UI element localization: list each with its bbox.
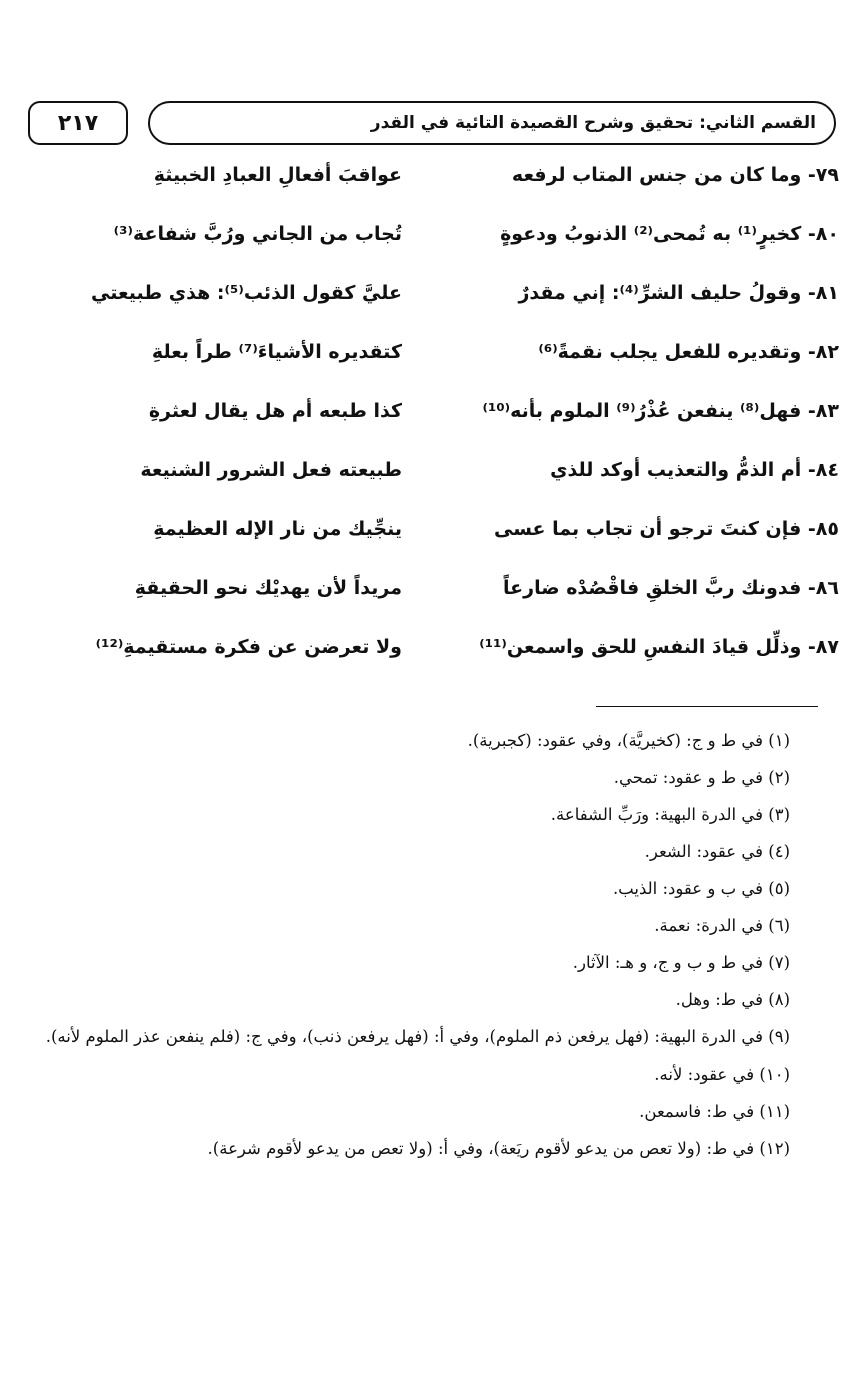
footnote: (٨) في ط: وهل.	[675, 990, 790, 1009]
verse-first-hemistich: ٨٠- كخيرٍ⁽¹⁾ به تُمحى⁽²⁾ الذنوبُ ودعوةٍ	[500, 223, 839, 245]
verse-row	[0, 268, 867, 318]
verse-first-hemistich: ٨٦- فدونك ربَّ الخلقِ فاقْصُدْه ضارعاً	[503, 577, 839, 599]
verse-row	[0, 150, 867, 200]
footnote: (٥) في ب و عقود: الذيب.	[612, 879, 790, 898]
verse-second-hemistich: طبيعته فعل الشرور الشنيعة	[140, 459, 402, 481]
verse-second-hemistich: تُجاب من الجاني ورُبَّ شفاعة⁽³⁾	[113, 223, 402, 245]
verse-row	[0, 445, 867, 495]
verse-second-hemistich: كذا طبعه أم هل يقال لعثرةِ	[148, 400, 402, 422]
page-header	[28, 101, 836, 147]
verse-row	[0, 622, 867, 672]
verse-row	[0, 386, 867, 436]
verse-first-hemistich: ٨٢- وتقديره للفعل يجلب نقمةً⁽⁶⁾	[538, 341, 839, 363]
verse-first-hemistich: ٨٧- وذلِّل قيادَ النفسِ للحق واسمعن⁽¹¹⁾	[479, 636, 839, 658]
footnote: (١٠) في عقود: لأنه.	[654, 1065, 790, 1084]
verse-row	[0, 563, 867, 613]
verse-second-hemistich: ولا تعرضن عن فكرة مستقيمةِ⁽¹²⁾	[95, 636, 402, 658]
running-title: القسم الثاني: تحقيق وشرح القصيدة التائية في القدر	[148, 101, 836, 145]
footnotes	[40, 722, 820, 1167]
footnote: (٩) في الدرة البهية: (فهل يرفعن ذم الملوم)، وفي أ: (فهل يرفعن ذنب)، وفي ج: (فلم ينفعن عذر الملوم لأنه).	[45, 1027, 790, 1046]
verse-first-hemistich: ٨٣- فهل⁽⁸⁾ ينفعن عُذْرُ⁽⁹⁾ الملوم بأنه⁽¹⁰⁾	[482, 400, 839, 422]
footnote: (٢) في ط و عقود: تمحي.	[613, 768, 790, 787]
footnote-divider	[596, 706, 818, 707]
verse-second-hemistich: عواقبَ أفعالِ العبادِ الخبيثةِ	[153, 164, 402, 186]
verse-first-hemistich: ٨١- وقولُ حليف الشرِّ⁽⁴⁾: إني مقدرٌ	[518, 282, 839, 304]
footnote: (٦) في الدرة: نعمة.	[654, 916, 790, 935]
verse-first-hemistich: ٧٩- وما كان من جنس المتاب لرفعه	[511, 164, 839, 186]
verse-first-hemistich: ٨٥- فإن كنتَ ترجو أن تجاب بما عسى	[494, 518, 839, 540]
verse-row	[0, 504, 867, 554]
footnote: (١١) في ط: فاسمعن.	[639, 1102, 790, 1121]
footnote: (١) في ط و ج: (كخيريَّة)، وفي عقود: (كجبرية).	[467, 731, 790, 750]
verse-row	[0, 209, 867, 259]
verse-second-hemistich: ينجِّيك من نار الإله العظيمةِ	[153, 518, 402, 540]
verse-first-hemistich: ٨٤- أم الذمُّ والتعذيب أوكد للذي	[550, 459, 839, 481]
page-number: ٢١٧	[28, 101, 128, 145]
footnote: (٧) في ط و ب و ج، و هـ: الآثار.	[572, 953, 790, 972]
footnote: (٣) في الدرة البهية: ورَبِّ الشفاعة.	[550, 805, 790, 824]
verse-second-hemistich: كتقديره الأشياءَ⁽⁷⁾ طراً بعلةِ	[151, 341, 402, 363]
footnote: (٤) في عقود: الشعر.	[644, 842, 790, 861]
verse-row	[0, 327, 867, 377]
verse-second-hemistich: مريداً لأن يهديْك نحو الحقيقةِ	[134, 577, 402, 599]
verse-second-hemistich: عليَّ كقول الذئب⁽⁵⁾: هذي طبيعتي	[91, 282, 402, 304]
footnote: (١٢) في ط: (ولا تعص من يدعو لأقوم ريَعة)، وفي أ: (ولا تعص من يدعو لأقوم شرعة).	[207, 1139, 790, 1158]
